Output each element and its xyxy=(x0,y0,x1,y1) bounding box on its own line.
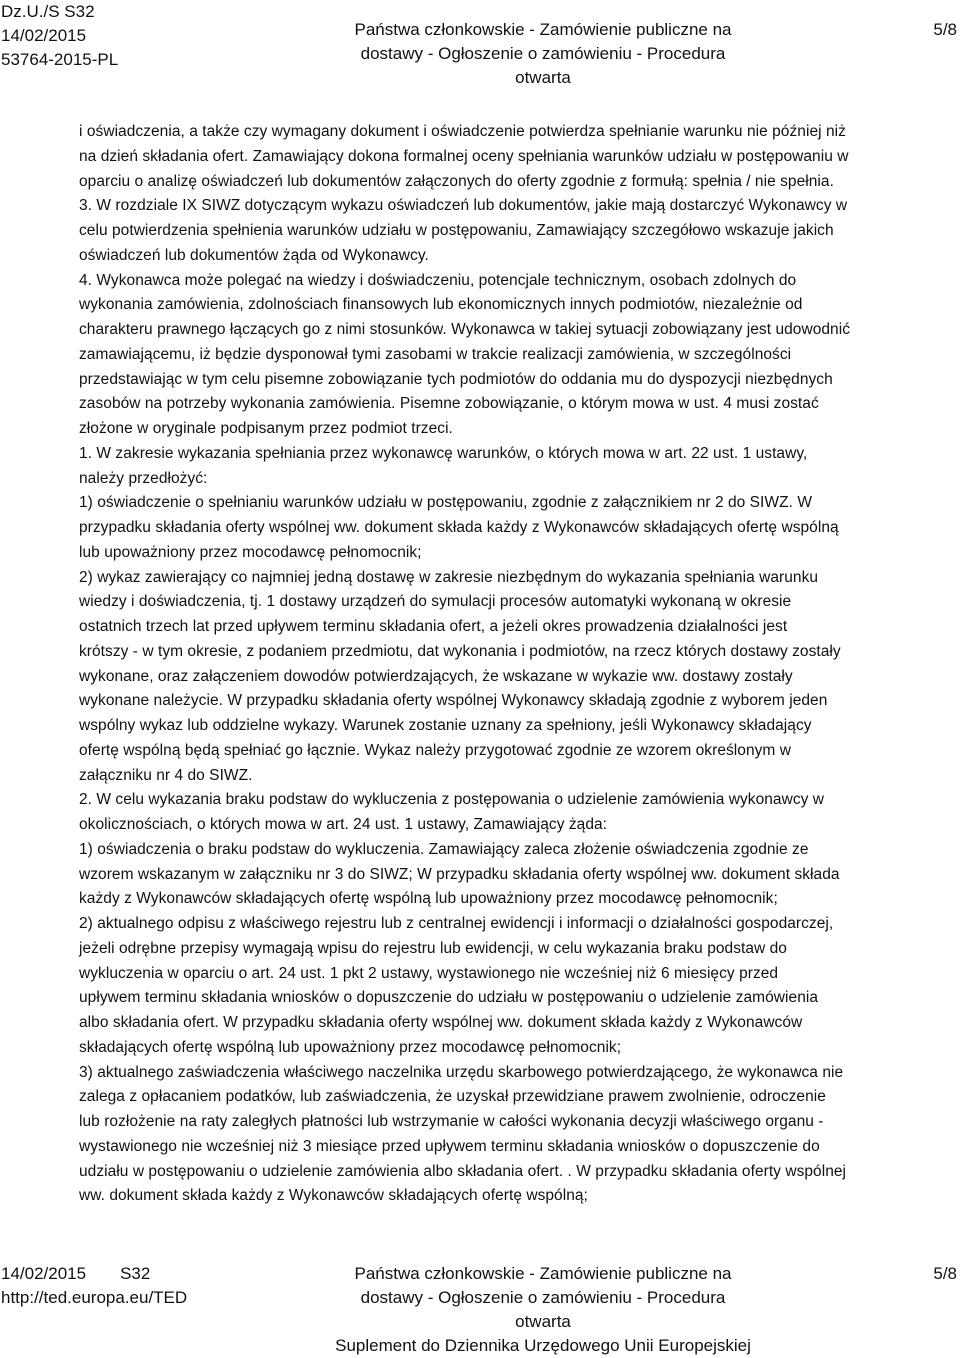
header-title-line: Państwa członkowskie - Zamówienie publiczne na xyxy=(354,20,732,39)
text-line: załączniku nr 4 do SIWZ. xyxy=(79,766,253,784)
text-line: okolicznościach, o których mowa w art. 24 ust. 1 ustawy, Zamawiający żąda: xyxy=(79,816,608,833)
text-line: ww. dokument składa każdy z Wykonawców składających ofertę wspólną; xyxy=(79,1187,588,1205)
footer-url[interactable]: http://ted.europa.eu/TED xyxy=(1,1288,188,1307)
footer-date: 14/02/2015 xyxy=(1,1264,87,1283)
footer-title xyxy=(333,1262,753,1358)
text-line: zamawiającemu, iż będzie dysponował tymi zasobami w trakcie realizacji zamówienia, w szczególności xyxy=(79,345,792,363)
text-line: wykonane, oraz załączeniem dowodów potwierdzających, że wskazane w wykazie ww. dostawy zostały xyxy=(79,667,793,685)
text-line: złożone w oryginale podpisanym przez podmiot trzeci. xyxy=(79,420,453,437)
text-line: wykonania zamówienia, zdolnościach finansowych lub ekonomicznych innych podmiotów, niezależnie od xyxy=(79,296,803,314)
text-line: przedstawiając w tym celu pisemne zobowiązanie tych podmiotów do oddania mu do dyspozycji niezbędnych xyxy=(79,370,833,388)
header-date: 14/02/2015 xyxy=(1,26,87,45)
text-line: wystawionego nie wcześniej niż 3 miesiące przed upływem terminu składania wniosków o dopuszczenie do xyxy=(79,1137,820,1155)
page-footer xyxy=(0,1262,960,1355)
text-line: 3. W rozdziale IX SIWZ dotyczącym wykazu oświadczeń lub dokumentów, jakie mają dostarczyć Wykonawcy w xyxy=(79,197,848,215)
text-line: każdy z Wykonawców składających ofertę wspólną lub upoważniony przez mocodawcę pełnomocnik; xyxy=(79,890,778,908)
text-line: upływem terminu składania wniosków o dopuszczenie do udziału w postępowaniu o udzielenie zamówienia xyxy=(79,989,819,1007)
text-line: 2) wykaz zawierający co najmniej jedną dostawę w zakresie niezbędnym do wykazania spełniania warunku xyxy=(79,568,819,586)
text-line: wykonane należycie. W przypadku składania oferty wspólnej Wykonawcy składają zgodnie z wyborem jeden xyxy=(79,692,828,710)
text-line: 3) aktualnego zaświadczenia właściwego naczelnika urzędu skarbowego potwierdzającego, że wykonawca nie xyxy=(79,1063,844,1081)
header-title xyxy=(333,18,753,90)
text-line: zalega z opłacaniem podatków, lub zaświadczenia, że uzyskał przewidziane prawem zwolnienie, odroczenie xyxy=(79,1088,826,1106)
text-line: lub upoważniony przez mocodawcę pełnomocnik; xyxy=(79,543,422,561)
text-line: 1) oświadczenia o braku podstaw do wykluczenia. Zamawiający zaleca złożenie oświadczenia zgodnie ze xyxy=(79,840,809,858)
header-title-line: dostawy - Ogłoszenie o zamówieniu - Procedura otwarta xyxy=(360,44,726,87)
text-line: wspólny wykaz lub oddzielne wykazy. Warunek zostanie uznany za spełniony, jeśli Wykonawcy składający xyxy=(79,717,812,734)
header-journal-ref: Dz.U./S S32 xyxy=(1,2,95,21)
footer-title-line: Państwa członkowskie - Zamówienie publiczne na xyxy=(354,1264,732,1283)
footer-title-line: dostawy - Ogłoszenie o zamówieniu - Procedura otwarta xyxy=(360,1288,726,1331)
header-reference xyxy=(1,0,118,72)
text-line: zasobów na potrzeby wykonania zamówienia. Pisemne zobowiązanie, o którym mowa w ust. 4 musi zostać xyxy=(79,395,819,413)
header-notice-number: 53764-2015-PL xyxy=(1,50,119,69)
text-line: 2) aktualnego odpisu z właściwego rejestru lub z centralnej ewidencji i informacji o działalności gospodarczej, xyxy=(79,915,834,932)
text-line: i oświadczenia, a także czy wymagany dokument i oświadczenie potwierdza spełnianie warunku nie później niż xyxy=(79,123,846,140)
page-header xyxy=(0,0,960,87)
text-line: ofertę wspólną będą spełniać go łącznie. Wykaz należy przygotować zgodnie ze wzorem określonym w xyxy=(79,741,791,759)
text-line: wykluczenia w oparciu o art. 24 ust. 1 pkt 2 ustawy, wystawionego nie wcześniej niż 6 miesięcy przed xyxy=(79,964,779,982)
text-line: ostatnich trzech lat przed upływem terminu składania ofert, a jeżeli okres prowadzenia działalności jest xyxy=(79,618,788,635)
text-line: celu potwierdzenia spełnienia warunków udziału w postępowaniu, Zamawiający szczegółowo wskazuje jakich xyxy=(79,222,834,239)
text-line: albo składania ofert. W przypadku składania oferty wspólnej ww. dokument składa każdy z Wykonawców xyxy=(79,1014,803,1031)
text-line: krótszy - w tym okresie, z podaniem przedmiotu, dat wykonania i podmiotów, na rzecz których dostawy zostały xyxy=(79,642,841,660)
text-line: lub rozłożenie na raty zaległych płatności lub wstrzymanie w całości wykonania decyzji właściwego organu - xyxy=(79,1113,824,1130)
text-line: na dzień składania ofert. Zamawiający dokona formalnej oceny spełniania warunków udziału w postępowaniu w xyxy=(79,147,849,165)
text-line: jeżeli odrębne przepisy wymagają wpisu do rejestru lub ewidencji, w celu wykazania braku podstaw do xyxy=(79,939,787,957)
text-line: należy przedłożyć: xyxy=(79,469,208,487)
text-line: wzorem wskazanym w załączniku nr 3 do SIWZ; W przypadku składania oferty wspólnej ww. dokument składa xyxy=(79,865,840,883)
footer-page-number: 5/8 xyxy=(933,1264,957,1283)
text-line: oświadczeń lub dokumentów żąda od Wykonawcy. xyxy=(79,246,429,264)
document-body xyxy=(79,120,957,1209)
text-line: 4. Wykonawca może polegać na wiedzy i doświadczeniu, potencjale technicznym, osobach zdolnych do xyxy=(79,271,797,289)
text-line: charakteru prawnego łączących go z nimi stosunków. Wykonawca w takiej sytuacji zobowiązany jest udowodnić xyxy=(79,321,851,338)
text-line: wiedzy i doświadczenia, tj. 1 dostawy urządzeń do symulacji procesów automatyki wykonaną w okresie xyxy=(79,593,792,611)
text-line: oparciu o analizę oświadczeń lub dokumentów załączonych do oferty zgodnie z formułą: spełnia / nie spełnia. xyxy=(79,172,834,190)
text-line: udziału w postępowaniu o udzielenie zamówienia albo składania ofert. . W przypadku składania oferty wspólnej xyxy=(79,1162,847,1180)
text-line: 2. W celu wykazania braku podstaw do wykluczenia z postępowania o udzielenie zamówienia wykonawcy w xyxy=(79,791,825,809)
footer-series: S32 xyxy=(120,1264,151,1283)
footer-reference xyxy=(1,1262,187,1310)
footer-supplement: Suplement do Dziennika Urzędowego Unii Europejskiej xyxy=(335,1336,751,1355)
text-line: przypadku składania oferty wspólnej ww. dokument składa każdy z Wykonawców składających ofertę wspólną xyxy=(79,519,839,536)
text-line: 1) oświadczenie o spełnianiu warunków udziału w postępowaniu, zgodnie z załącznikiem nr 2 do SIWZ. W xyxy=(79,494,812,512)
text-line: składających ofertę wspólną lub upoważniony przez mocodawcę pełnomocnik; xyxy=(79,1038,622,1056)
header-page-number: 5/8 xyxy=(933,20,957,39)
text-line: 1. W zakresie wykazania spełniania przez wykonawcę warunków, o których mowa w art. 22 ust. 1 ustawy, xyxy=(79,444,808,462)
